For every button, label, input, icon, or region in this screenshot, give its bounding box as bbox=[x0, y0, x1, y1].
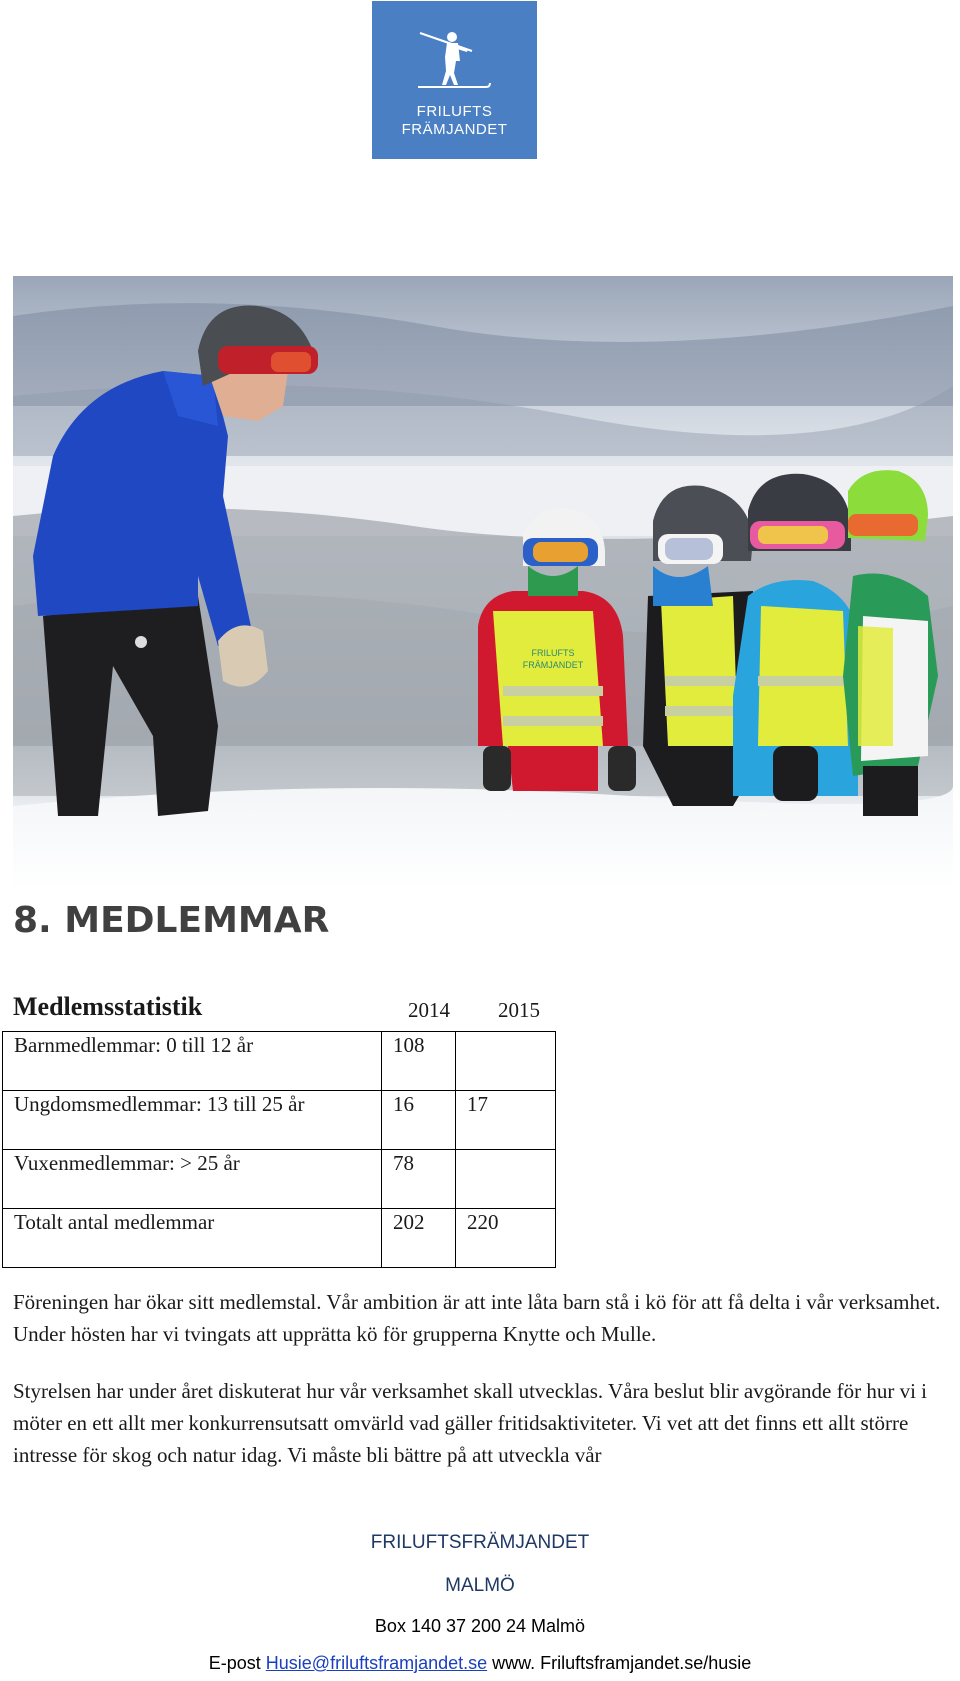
footer-contact bbox=[0, 1653, 960, 1674]
paragraph-board: Styrelsen har under året diskuterat hur vår verksamhet skall utvecklas. Våra beslut blir avgörande för hur vi i möter en ett allt mer konkurrensutsatt omvärld vad gäller fritidsaktiviteter. Vi vet att det finns ett allt större intresse för skog och natur idag. Vi måste bli bättre på att utveckla vår bbox=[13, 1379, 927, 1467]
table-row bbox=[3, 1032, 556, 1091]
value-2015 bbox=[456, 1150, 556, 1209]
member-stats-table bbox=[2, 1031, 556, 1268]
year-2014-header: 2014 bbox=[408, 998, 450, 1022]
ski-instructor-photo bbox=[13, 276, 953, 890]
footer-address: Box 140 37 200 24 Malmö bbox=[374, 1616, 586, 1636]
skier-figure-icon bbox=[414, 27, 494, 93]
value-2015: 17 bbox=[456, 1091, 556, 1150]
section-heading: 8. MEDLEMMAR bbox=[13, 900, 330, 941]
logo-line-2: FRÄMJANDET bbox=[401, 121, 508, 138]
value-2014: 202 bbox=[382, 1209, 456, 1268]
vest-text: FRÄMJANDET bbox=[522, 660, 584, 670]
email-link[interactable]: Husie@friluftsframjandet.se bbox=[265, 1653, 488, 1673]
value-2014: 78 bbox=[382, 1150, 456, 1209]
email-label: E-post bbox=[208, 1653, 261, 1673]
value-2014: 16 bbox=[382, 1091, 456, 1150]
row-label: Barnmedlemmar: 0 till 12 år bbox=[3, 1032, 382, 1091]
row-label: Vuxenmedlemmar: > 25 år bbox=[3, 1150, 382, 1209]
row-label: Ungdomsmedlemmar: 13 till 25 år bbox=[3, 1091, 382, 1150]
paragraph-membership: Föreningen har ökar sitt medlemstal. Vår ambition är att inte låta barn stå i kö för att få delta i vår verksamhet. Under hösten har vi tvingats att upprätta kö för grupperna Knytte och Mulle. bbox=[13, 1290, 941, 1346]
stats-title: Medlemsstatistik bbox=[13, 992, 203, 1021]
footer-city: MALMÖ bbox=[445, 1575, 515, 1596]
table-row bbox=[3, 1091, 556, 1150]
footer-org: FRILUFTSFRÄMJANDET bbox=[370, 1532, 590, 1553]
year-2015-header: 2015 bbox=[498, 998, 540, 1022]
table-row bbox=[3, 1209, 556, 1268]
value-2015 bbox=[456, 1032, 556, 1091]
website-text: www. Friluftsframjandet.se/husie bbox=[492, 1653, 752, 1673]
value-2014: 108 bbox=[382, 1032, 456, 1091]
row-label: Totalt antal medlemmar bbox=[3, 1209, 382, 1268]
table-row bbox=[3, 1150, 556, 1209]
friluftsframjandet-logo bbox=[372, 1, 537, 159]
vest-text: FRILUFTS bbox=[531, 648, 575, 658]
logo-line-1: FRILUFTS bbox=[416, 103, 493, 120]
value-2015: 220 bbox=[456, 1209, 556, 1268]
